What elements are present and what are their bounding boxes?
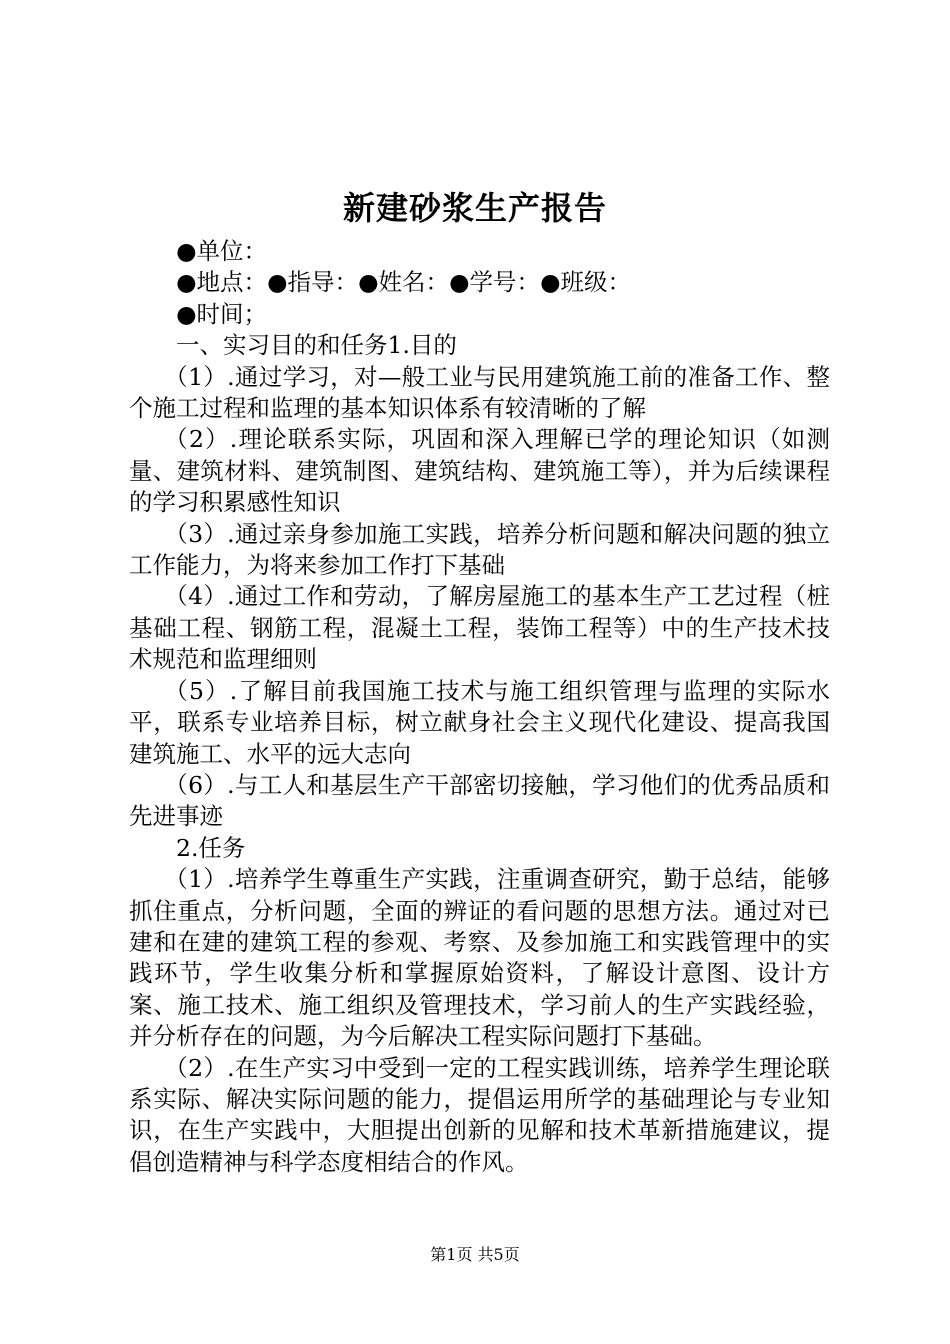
section-heading-purpose: 一、实习目的和任务1.目的: [176, 331, 457, 360]
paragraph-purpose-4: （4）.通过工作和劳动，了解房屋施工的基本生产工艺过程（桩基础工程、钢筋工程，混凝土工程，装饰工程等）中的生产技术技术规范和监理细则: [129, 582, 830, 674]
document-title: 新建砂浆生产报告: [342, 189, 607, 227]
paragraph-purpose-6: （6）.与工人和基层生产干部密切接触，学习他们的优秀品质和先进事迹: [129, 770, 830, 831]
paragraph-purpose-2: （2）.理论联系实际，巩固和深入理解已学的理论知识（如测量、建筑材料、建筑制图、建筑结构、建筑施工等），并为后续课程的学习积累感性知识: [129, 425, 830, 517]
paragraph-time: ●时间；: [176, 299, 268, 328]
document-body: [129, 236, 830, 1178]
paragraph-info-fields: ●地点：●指导：●姓名：●学号：●班级：: [176, 268, 632, 297]
paragraph-task-2: （2）.在生产实习中受到一定的工程实践训练，培养学生理论联系实际、解决实际问题的能力，提倡运用所学的基础理论与专业知识，在生产实践中，大胆提出创新的见解和技术革新措施建议，提倡创造精神与科学态度相结合的作风。: [129, 1053, 830, 1176]
page-footer: 第1页 共5页: [430, 1245, 520, 1264]
paragraph-unit: ●单位：: [176, 237, 268, 265]
section-heading-tasks: 2.任务: [176, 833, 246, 862]
paragraph-purpose-1: （1）.通过学习，对—般工业与民用建筑施工前的准备工作、整个施工过程和监理的基本知识体系有较清晰的了解: [129, 362, 830, 423]
paragraph-purpose-3: （3）.通过亲身参加施工实践，培养分析问题和解决问题的独立工作能力，为将来参加工作打下基础: [129, 519, 830, 580]
paragraph-purpose-5: （5）.了解目前我国施工技术与施工组织管理与监理的实际水平，联系专业培养目标，树立献身社会主义现代化建设、提高我国建筑施工、水平的远大志向: [129, 676, 830, 768]
paragraph-task-1: （1）.培养学生尊重生产实践，注重调查研究，勤于总结，能够抓住重点，分析问题，全面的辨证的看问题的思想方法。通过对已建和在建的建筑工程的参观、考察、及参加施工和实践管理中的实践环节，学生收集分析和掌握原始资料，了解设计意图、设计方案、施工技术、施工组织及管理技术，学习前人的生产实践经验，并分析存在的问题，为今后解决工程实际问题打下基础。: [129, 865, 830, 1051]
